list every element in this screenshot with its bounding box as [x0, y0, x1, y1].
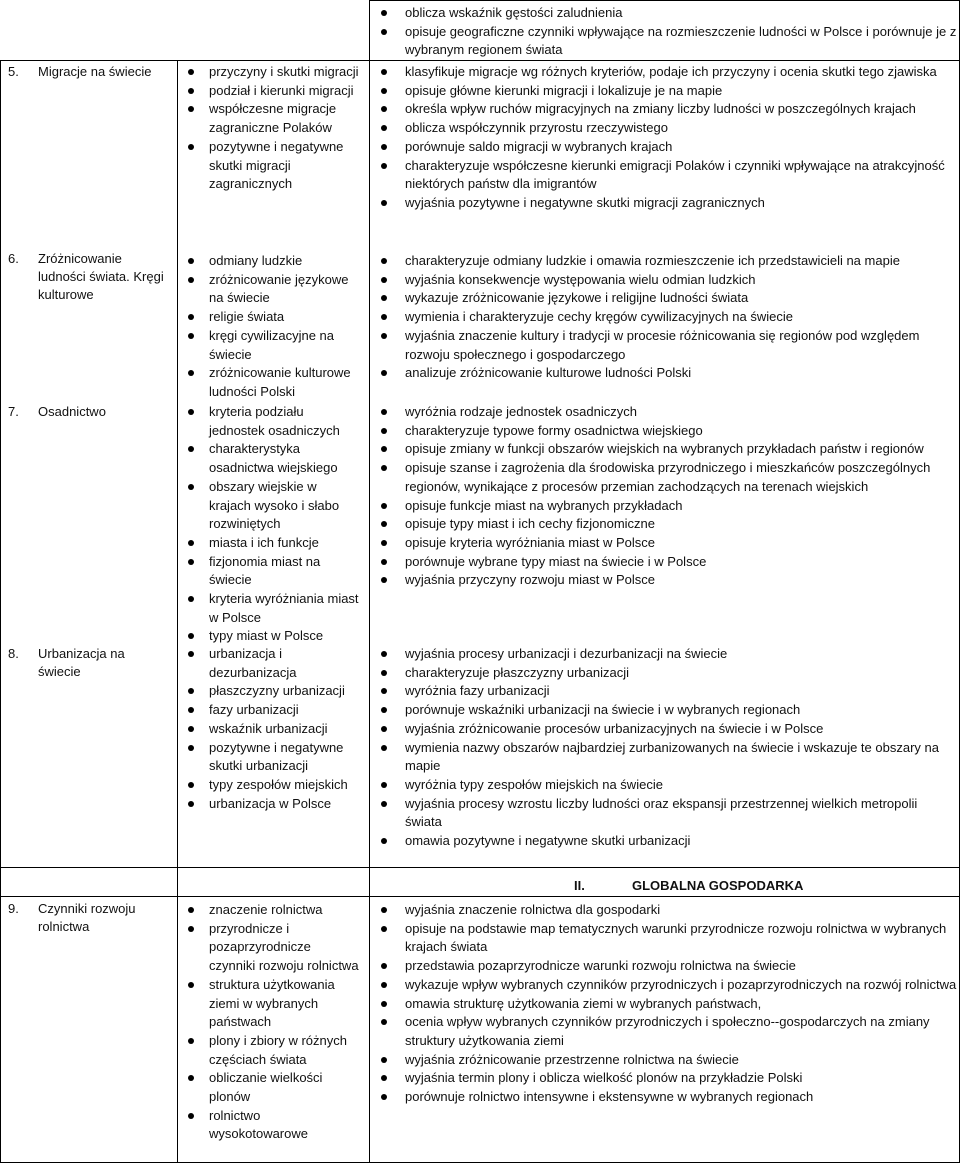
contents-list — [185, 901, 360, 1144]
list-item: wyjaśnia znaczenie rolnictwa dla gospodarki — [377, 901, 957, 920]
requirements-list — [377, 901, 957, 1107]
list-item: urbanizacja w Polsce — [185, 795, 360, 814]
list-item: porównuje wskaźniki urbanizacji na świecie i w wybranych regionach — [377, 701, 957, 720]
list-item: pozytywne i negatywne skutki migracji zagranicznych — [185, 138, 360, 194]
list-item: wyróżnia rodzaje jednostek osadniczych — [377, 403, 957, 422]
list-item: pozytywne i negatywne skutki urbanizacji — [185, 739, 360, 776]
topic-cell — [8, 250, 168, 304]
requirements-list — [377, 645, 957, 851]
list-item: płaszczyzny urbanizacji — [185, 682, 360, 701]
list-item: wyjaśnia pozytywne i negatywne skutki migracji zagranicznych — [377, 194, 957, 213]
list-item: typy miast w Polsce — [185, 627, 360, 646]
list-item: porównuje rolnictwo intensywne i ekstensywne w wybranych regionach — [377, 1088, 957, 1107]
list-item: określa wpływ ruchów migracyjnych na zmiany liczby ludności w poszczególnych krajach — [377, 100, 957, 119]
list-item: opisuje na podstawie map tematycznych warunki przyrodnicze rozwoju rolnictwa w wybranych krajach świata — [377, 920, 957, 957]
list-item: charakterystyka osadnictwa wiejskiego — [185, 440, 360, 477]
list-item: kręgi cywilizacyjne na świecie — [185, 327, 360, 364]
list-item: charakteryzuje płaszczyzny urbanizacji — [377, 664, 957, 683]
topic-title: Zróżnicowanie ludności świata. Kręgi kulturowe — [38, 251, 164, 302]
list-item: klasyfikuje migracje wg różnych kryteriów, podaje ich przyczyny i ocenia skutki tego zjawiska — [377, 63, 957, 82]
part-number: II. — [574, 878, 585, 893]
list-item: wyróżnia fazy urbanizacji — [377, 682, 957, 701]
list-item: wskaźnik urbanizacji — [185, 720, 360, 739]
list-item: obszary wiejskie w krajach wysoko i słabo rozwiniętych — [185, 478, 360, 534]
list-item: analizuje zróżnicowanie kulturowe ludności Polski — [377, 364, 957, 383]
topic-number: 8. — [8, 646, 19, 661]
list-item: fizjonomia miast na świecie — [185, 553, 360, 590]
list-item: zróżnicowanie językowe na świecie — [185, 271, 360, 308]
topic-cell — [8, 63, 168, 81]
contents-list — [185, 403, 360, 646]
requirements-list — [377, 252, 957, 383]
topic-cell — [8, 403, 168, 421]
list-item: fazy urbanizacji — [185, 701, 360, 720]
list-item: ocenia wpływ wybranych czynników przyrodniczych i społeczno--gospodarczych na zmiany struktury użytkowania ziemi — [377, 1013, 957, 1050]
list-item: wyjaśnia przyczyny rozwoju miast w Polsce — [377, 571, 957, 590]
topic-number: 6. — [8, 251, 19, 266]
topic-number: 9. — [8, 901, 19, 916]
topic-number: 7. — [8, 404, 19, 419]
list-item: charakteryzuje odmiany ludzkie i omawia rozmieszczenie ich przedstawicieli na mapie — [377, 252, 957, 271]
list-item: porównuje saldo migracji w wybranych krajach — [377, 138, 957, 157]
list-item: miasta i ich funkcje — [185, 534, 360, 553]
list-item: porównuje wybrane typy miast na świecie i w Polsce — [377, 553, 957, 572]
topic-cell — [8, 900, 168, 936]
topic-title: Urbanizacja na świecie — [38, 646, 125, 679]
list-item: wymienia i charakteryzuje cechy kręgów cywilizacyjnych na świecie — [377, 308, 957, 327]
list-item: znaczenie rolnictwa — [185, 901, 360, 920]
list-item: zróżnicowanie kulturowe ludności Polski — [185, 364, 360, 401]
requirements-list — [377, 63, 957, 213]
requirements-list-continued — [377, 4, 957, 60]
list-item: wyjaśnia termin plony i oblicza wielkość plonów na przykładzie Polski — [377, 1069, 957, 1088]
list-item: oblicza współczynnik przyrostu rzeczywistego — [377, 119, 957, 138]
list-item: wyjaśnia konsekwencje występowania wielu odmian ludzkich — [377, 271, 957, 290]
list-item: oblicza wskaźnik gęstości zaludnienia — [377, 4, 957, 23]
contents-list — [185, 645, 360, 813]
list-item: wymienia nazwy obszarów najbardziej zurbanizowanych na świecie i wskazuje te obszary na mapie — [377, 739, 957, 776]
list-item: wykazuje zróżnicowanie językowe i religijne ludności świata — [377, 289, 957, 308]
list-item: opisuje typy miast i ich cechy fizjonomiczne — [377, 515, 957, 534]
list-item: współczesne migracje zagraniczne Polaków — [185, 100, 360, 137]
list-item: opisuje zmiany w funkcji obszarów wiejskich na wybranych przykładach państw i regionów — [377, 440, 957, 459]
list-item: plony i zbiory w różnych częściach świata — [185, 1032, 360, 1069]
list-item: wyjaśnia procesy wzrostu liczby ludności oraz ekspansji przestrzennej wielkich metropolii świata — [377, 795, 957, 832]
list-item: wyjaśnia zróżnicowanie przestrzenne rolnictwa na świecie — [377, 1051, 957, 1070]
part-title: GLOBALNA GOSPODARKA — [632, 878, 804, 893]
list-item: wyjaśnia znaczenie kultury i tradycji w procesie różnicowania się regionów pod względem rozwoju społecznego i gospodarczego — [377, 327, 957, 364]
list-item: wyróżnia typy zespołów miejskich na świecie — [377, 776, 957, 795]
list-item: kryteria wyróżniania miast w Polsce — [185, 590, 360, 627]
list-item: omawia strukturę użytkowania ziemi w wybranych państwach, — [377, 995, 957, 1014]
requirements-list — [377, 403, 957, 590]
contents-list — [185, 63, 360, 194]
list-item: odmiany ludzkie — [185, 252, 360, 271]
list-item: obliczanie wielkości plonów — [185, 1069, 360, 1106]
topic-title: Migracje na świecie — [38, 64, 152, 79]
list-item: opisuje geograficzne czynniki wpływające na rozmieszczenie ludności w Polsce i porównuje je z wybranym regionem świata — [377, 23, 957, 60]
list-item: struktura użytkowania ziemi w wybranych państwach — [185, 976, 360, 1032]
list-item: przyrodnicze i pozaprzyrodnicze czynniki rozwoju rolnictwa — [185, 920, 360, 976]
list-item: charakteryzuje współczesne kierunki emigracji Polaków i czynniki wpływające na atrakcyjność niektórych państw dla imigrantów — [377, 157, 957, 194]
list-item: kryteria podziału jednostek osadniczych — [185, 403, 360, 440]
list-item: przyczyny i skutki migracji — [185, 63, 360, 82]
topic-number: 5. — [8, 64, 19, 79]
list-item: omawia pozytywne i negatywne skutki urbanizacji — [377, 832, 957, 851]
contents-list — [185, 252, 360, 402]
list-item: rolnictwo wysokotowarowe — [185, 1107, 360, 1144]
topic-title: Osadnictwo — [38, 404, 106, 419]
list-item: opisuje szanse i zagrożenia dla środowiska przyrodniczego i mieszkańców poszczególnych regionów, wynikające z procesów przemian zachodzących na terenach wiejskich — [377, 459, 957, 496]
list-item: wyjaśnia zróżnicowanie procesów urbanizacyjnych na świecie i w Polsce — [377, 720, 957, 739]
list-item: wyjaśnia procesy urbanizacji i dezurbanizacji na świecie — [377, 645, 957, 664]
list-item: typy zespołów miejskich — [185, 776, 360, 795]
list-item: opisuje funkcje miast na wybranych przykładach — [377, 497, 957, 516]
topic-title: Czynniki rozwoju rolnictwa — [38, 901, 136, 934]
list-item: charakteryzuje typowe formy osadnictwa wiejskiego — [377, 422, 957, 441]
topic-cell — [8, 645, 168, 681]
list-item: opisuje główne kierunki migracji i lokalizuje je na mapie — [377, 82, 957, 101]
list-item: opisuje kryteria wyróżniania miast w Polsce — [377, 534, 957, 553]
list-item: wykazuje wpływ wybranych czynników przyrodniczych i pozaprzyrodniczych na rozwój rolnictwa — [377, 976, 957, 995]
list-item: religie świata — [185, 308, 360, 327]
list-item: przedstawia pozaprzyrodnicze warunki rozwoju rolnictwa na świecie — [377, 957, 957, 976]
list-item: podział i kierunki migracji — [185, 82, 360, 101]
list-item: urbanizacja i dezurbanizacja — [185, 645, 360, 682]
